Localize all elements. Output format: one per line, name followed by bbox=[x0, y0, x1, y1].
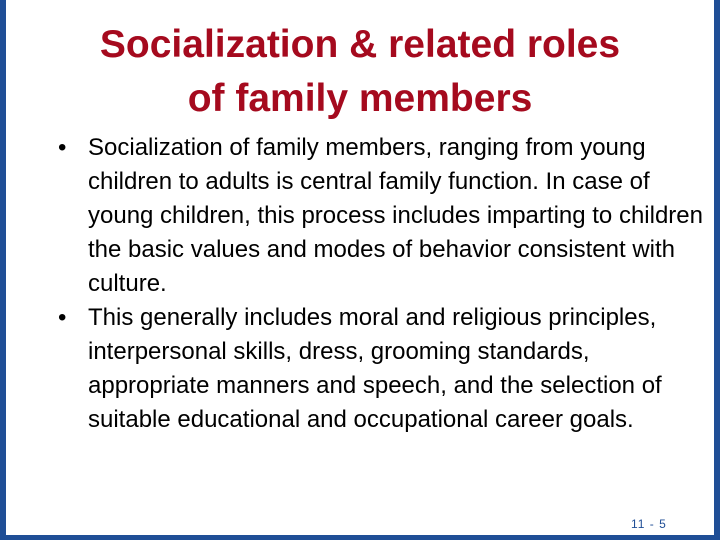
bottom-frame-bar bbox=[0, 535, 720, 540]
slide-title-line-1: Socialization & related roles bbox=[99, 23, 621, 66]
bullet-dot-icon: • bbox=[58, 304, 67, 331]
bullet-text: This generally includes moral and religious principles, interpersonal skills, dress, grooming standards, appropriate manners and speech, and the selection of suitable educational and occupational career goals. bbox=[88, 304, 662, 433]
bullet-text: Socialization of family members, ranging from young children to adults is central family function. In case of young children, this process includes imparting to children the basic values and modes of behavior consistent with culture. bbox=[88, 134, 703, 297]
bullet-item-socialization bbox=[56, 131, 706, 301]
slide-title-line-2: of family members bbox=[187, 77, 533, 120]
page-number: 11 - 5 bbox=[631, 517, 667, 531]
bullet-list bbox=[56, 131, 706, 437]
slide-title bbox=[18, 18, 702, 126]
bullet-dot-icon: • bbox=[58, 134, 67, 161]
bullet-item-includes bbox=[56, 301, 706, 437]
left-frame-bar bbox=[0, 0, 6, 540]
right-frame-bar bbox=[714, 0, 720, 540]
